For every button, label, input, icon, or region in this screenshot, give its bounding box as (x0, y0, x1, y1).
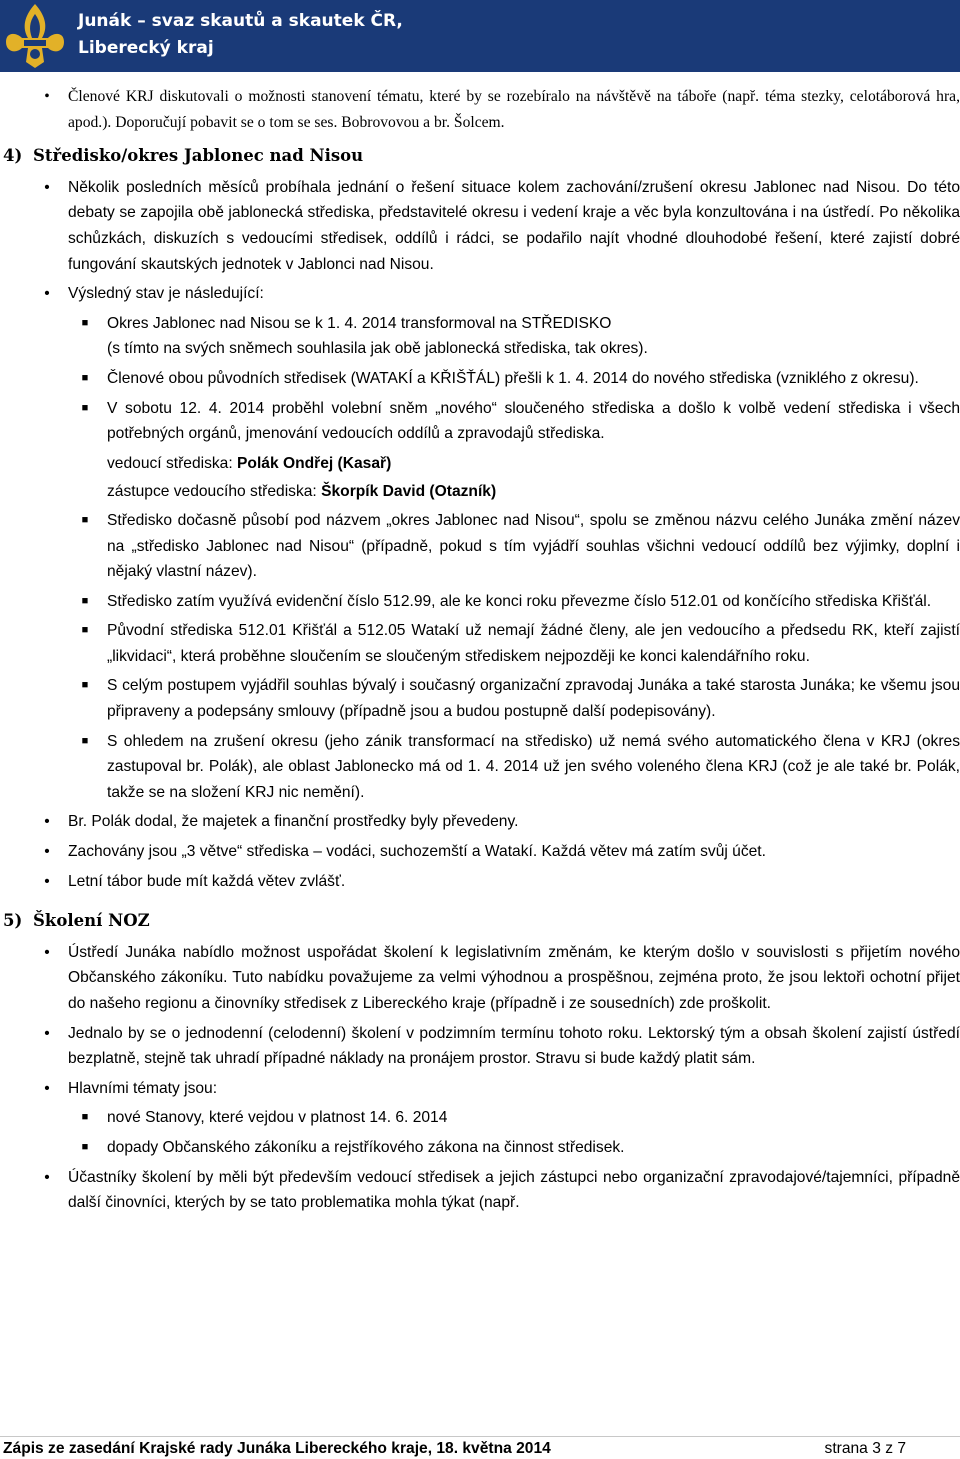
sub-list-item: ■ Okres Jablonec nad Nisou se k 1. 4. 2014 transformoval na STŘEDISKO (s tímto na svých sněmech souhlasila jak obě jablonecká střediska, tak okres). (0, 311, 960, 362)
bullet-icon: • (44, 872, 50, 890)
sub-list-item: ■ nové Stanovy, které vejdou v platnost 14. 6. 2014 (0, 1105, 960, 1131)
bullet-icon: • (44, 1024, 50, 1042)
bullet-icon: • (44, 943, 50, 961)
list-item: • Členové KRJ diskutovali o možnosti stanovení tématu, které by se rozebíralo na návštěvě na táboře (např. téma stezky, celotáborová hra, apod.). Doporučují pobavit se o tom se ses. Bobrovovou a br. Šolcem. (0, 84, 960, 135)
header-title (78, 8, 403, 62)
list-item: • Jednalo by se o jednodenní (celodenní) školení v podzimním termínu tohoto roku. Lektorský tým a obsah školení zajistí ústředí bezplatně, stejně tak uhradí případné náklady na pronájem prostor. Stravu si bude každý platit sám. (0, 1021, 960, 1072)
list-item: • Ústředí Junáka nabídlo možnost uspořádat školení k legislativním změnám, ke kterým došlo v souvislosti s přijetím nového Občanského zákoníku. Tuto nabídku považujeme za velmi výhodnou a prospěšnou, zejména proto, že jsou lektoři ochotní přijet do našeho regionu a činovníky středisek z Libereckého kraje (případně i ze sousedních) zde proškolit. (0, 940, 960, 1017)
list-item: • Účastníky školení by měli být především vedoucí středisek a jejich zástupci nebo organizační zpravodajové/tajemníci, případně další činovníci, kterých by se tato problematika mohla týkat (např. (0, 1165, 960, 1216)
sub-list-item: ■ Původní střediska 512.01 Křišťál a 512.05 Watakí už nemají žádné členy, ale jen vedoucího a předsedu RK, kteří zajistí „likvidaci“, která proběhne sloučením se sloučeným střediskem nejpozději ke konci kalendářního roku. (0, 618, 960, 669)
bullet-icon: • (44, 178, 50, 196)
leader-line: vedoucí střediska: Polák Ondřej (Kasař) (107, 454, 392, 472)
bullet-icon: • (44, 285, 50, 303)
list-item: • Hlavními tématy jsou: (0, 1076, 960, 1102)
square-bullet-icon: ■ (81, 1140, 89, 1153)
bullet-icon: • (44, 843, 50, 861)
bullet-icon: • (44, 1079, 50, 1097)
page-header (0, 0, 960, 72)
sub-list-item: ■ dopady Občanského zákoníku a rejstříkového zákona na činnost středisek. (0, 1135, 960, 1161)
square-bullet-icon: ■ (81, 734, 89, 747)
square-bullet-icon: ■ (81, 513, 89, 526)
page-number: strana 3 z 7 (824, 1440, 906, 1457)
bullet-icon: • (44, 813, 50, 831)
section-heading: 4) Středisko/okres Jablonec nad Nisou (3, 146, 364, 166)
bullet-icon: • (44, 88, 50, 105)
sub-list-item: ■ V sobotu 12. 4. 2014 proběhl volební sněm „nového“ sloučeného střediska a došlo k volbě vedení střediska i všech potřebných orgánů, jmenování vedoucích oddílů a zpravodajů střediska. (0, 396, 960, 447)
header-title-line2: Liberecký kraj (78, 38, 214, 58)
list-item: • Br. Polák dodal, že majetek a finanční prostředky byly převedeny. (0, 809, 960, 835)
list-item: • Letní tábor bude mít každá větev zvlášť. (0, 869, 960, 895)
bullet-icon: • (44, 1168, 50, 1186)
header-title-line1: Junák – svaz skautů a skautek ČR, (78, 11, 403, 31)
deputy-line: zástupce vedoucího střediska: Škorpík David (Otazník) (107, 483, 497, 501)
square-bullet-icon: ■ (81, 624, 89, 637)
document-body (0, 84, 960, 1220)
list-item: • Zachovány jsou „3 větve“ střediska – vodáci, suchozemští a Watakí. Každá větev má zatím svůj účet. (0, 839, 960, 865)
square-bullet-icon: ■ (81, 594, 89, 607)
sub-list-item: ■ Členové obou původních středisek (WATAKÍ a KŘIŠŤÁL) přešli k 1. 4. 2014 do nového střediska (vzniklého z okresu). (0, 366, 960, 392)
sub-list-item: ■ S ohledem na zrušení okresu (jeho zánik transformací na středisko) už nemá svého automatického člena v KRJ (okres zastupoval br. Polák), ale oblast Jablonecko má od 1. 4. 2014 už jen svého voleného člena KRJ (což je ale také br. Polák, takže se na složení KRJ nic nemění). (0, 729, 960, 806)
square-bullet-icon: ■ (81, 316, 89, 329)
sub-list-item: ■ Středisko dočasně působí pod názvem „okres Jablonec nad Nisou“, spolu se změnou názvu celého Junáka změní název na „středisko Jablonec nad Nisou“ (případně, pokud s tím vyjádří souhlas všichni vedoucí oddílů bez výjimky, doplní i nějaký vlastní název). (0, 508, 960, 585)
square-bullet-icon: ■ (81, 679, 89, 692)
footer-title: Zápis ze zasedání Krajské rady Junáka Libereckého kraje, 18. května 2014 (3, 1440, 551, 1457)
list-item: • Výsledný stav je následující: (0, 281, 960, 307)
page-footer (0, 1436, 960, 1458)
square-bullet-icon: ■ (81, 1111, 89, 1124)
sub-list-item: ■ Středisko zatím využívá evidenční číslo 512.99, ale ke konci roku převezme číslo 512.01 od končícího střediska Křišťál. (0, 589, 960, 615)
sub-list-item: ■ S celým postupem vyjádřil souhlas bývalý i současný organizační zpravodaj Junáka a také starosta Junáka; ke všemu jsou připraveny a podepsány smlouvy (případně jsou a budou postupně další podepisovány). (0, 673, 960, 724)
section-heading: 5) Školení NOZ (3, 911, 150, 931)
list-item: • Několik posledních měsíců probíhala jednání o řešení situace kolem zachování/zrušení okresu Jablonec nad Nisou. Do této debaty se zapojila obě jablonecká střediska, představitelé okresu i vedení kraje a věc byla konzultována i na ústředí. Po několika schůzkách, diskuzích s vedoucími středisek, oddílů i rádci, se podařilo najít vhodné dlouhodobé řešení, které zajistí dobré fungování skautských jednotek v Jablonci nad Nisou. (0, 175, 960, 277)
square-bullet-icon: ■ (81, 401, 89, 414)
scout-lily-logo-icon (2, 2, 68, 70)
square-bullet-icon: ■ (81, 371, 89, 384)
